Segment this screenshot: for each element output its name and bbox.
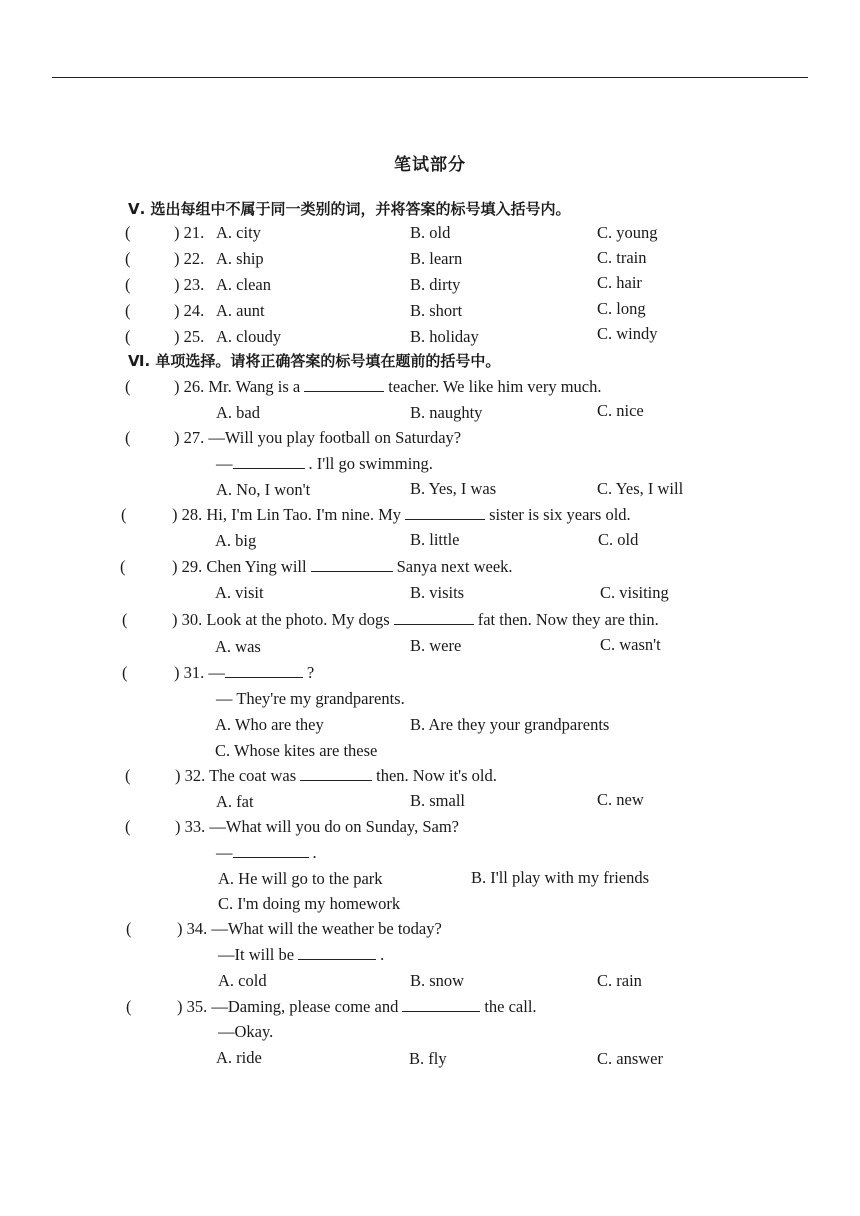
stem-before-blank: Hi, I'm Lin Tao. I'm nine. My xyxy=(206,505,402,524)
question-number: ) 21. xyxy=(174,223,205,242)
question-number: ) 22. xyxy=(174,249,205,268)
stem-before-blank: Chen Ying will xyxy=(206,557,307,576)
question-number: ) 29. xyxy=(172,557,203,576)
answer-paren[interactable]: ( xyxy=(125,766,131,785)
option-b: B. Yes, I was xyxy=(410,479,497,498)
option-b: B. naughty xyxy=(410,403,483,422)
answer-blank[interactable] xyxy=(311,570,393,572)
answer-paren[interactable]: ( xyxy=(125,223,131,242)
page-title: 笔试部分 xyxy=(394,155,466,175)
answer-paren[interactable]: ( xyxy=(122,610,128,629)
section-6-heading: Ⅵ. 单项选择。请将正确答案的标号填在题前的括号中。 xyxy=(128,352,501,370)
option-a: A. cloudy xyxy=(216,327,282,346)
section-5-heading: Ⅴ. 选出每组中不属于同一类别的词，并将答案的标号填入括号内。 xyxy=(128,200,571,218)
option-b: B. dirty xyxy=(410,275,461,294)
answer-paren[interactable]: ( xyxy=(126,997,132,1016)
answer-blank[interactable] xyxy=(233,467,305,469)
stem-line-1: —What will the weather be today? xyxy=(211,919,442,938)
option-a: A. aunt xyxy=(216,301,265,320)
question-stem: ) 31. — ? xyxy=(174,663,315,682)
option-a: A. cold xyxy=(218,971,267,990)
answer-blank[interactable] xyxy=(394,623,474,625)
question-number: ) 35. xyxy=(177,997,208,1016)
option-a: A. ship xyxy=(216,249,264,268)
question-stem xyxy=(174,428,461,448)
option-b: B. old xyxy=(410,223,451,242)
answer-paren[interactable]: ( xyxy=(125,275,131,294)
option-c: C. answer xyxy=(597,1049,663,1068)
stem-line-1: —What will you do on Sunday, Sam? xyxy=(209,817,459,836)
answer-paren[interactable]: ( xyxy=(125,327,131,346)
option-c: C. wasn't xyxy=(600,635,661,654)
option-a: A. Who are they xyxy=(215,715,324,734)
answer-blank[interactable] xyxy=(304,390,384,392)
answer-blank[interactable] xyxy=(298,958,376,960)
option-c: C. old xyxy=(598,530,639,549)
question-stem xyxy=(172,610,659,630)
question-number: ) 25. xyxy=(174,327,205,346)
option-c: C. hair xyxy=(597,273,642,292)
option-b: B. holiday xyxy=(410,327,479,346)
option-a: A. clean xyxy=(216,275,271,294)
stem-after-blank: teacher. We like him very much. xyxy=(388,377,602,396)
question-stem xyxy=(177,997,537,1017)
option-c: C. train xyxy=(597,248,647,267)
stem-line-2: —Okay. xyxy=(218,1022,274,1041)
option-b: B. snow xyxy=(410,971,465,990)
question-stem xyxy=(175,766,497,786)
answer-paren[interactable]: ( xyxy=(125,428,131,447)
option-a: A. He will go to the park xyxy=(218,869,383,888)
answer-paren[interactable]: ( xyxy=(125,817,131,836)
stem-line-2: — . I'll go swimming. xyxy=(216,454,433,473)
question-number: ) 28. xyxy=(172,505,203,524)
option-c: C. new xyxy=(597,790,644,809)
option-a: A. fat xyxy=(216,792,254,811)
option-c: C. I'm doing my homework xyxy=(218,894,401,913)
option-a: A. big xyxy=(215,531,257,550)
top-rule xyxy=(52,77,808,78)
option-c: C. visiting xyxy=(600,583,669,602)
option-a: A. ride xyxy=(216,1048,262,1067)
option-c: C. nice xyxy=(597,401,644,420)
question-number: ) 34. xyxy=(177,919,208,938)
answer-paren[interactable]: ( xyxy=(120,557,126,576)
question-stem xyxy=(175,817,459,837)
question-stem xyxy=(172,557,513,577)
stem-after-blank: sister is six years old. xyxy=(489,505,631,524)
question-number: ) 24. xyxy=(174,301,205,320)
question-number: ) 26. xyxy=(174,377,205,396)
stem-before-blank: —Daming, please come and xyxy=(211,997,399,1016)
option-c: C. long xyxy=(597,299,646,318)
question-stem xyxy=(177,919,442,939)
option-a: A. was xyxy=(215,637,261,656)
answer-blank[interactable] xyxy=(225,676,303,678)
question-stem xyxy=(172,505,631,525)
answer-blank[interactable] xyxy=(405,518,485,520)
option-b: B. little xyxy=(410,530,460,549)
question-stem xyxy=(174,377,602,397)
option-b: B. I'll play with my friends xyxy=(471,868,650,887)
option-c: C. rain xyxy=(597,971,642,990)
option-a: A. bad xyxy=(216,403,260,422)
question-number: ) 30. xyxy=(172,610,203,629)
option-c: C. Yes, I will xyxy=(597,479,684,498)
stem-after-blank: then. Now it's old. xyxy=(376,766,497,785)
stem-after-blank: the call. xyxy=(484,997,537,1016)
answer-paren[interactable]: ( xyxy=(125,301,131,320)
answer-blank[interactable] xyxy=(233,856,309,858)
option-b: B. Are they your grandparents xyxy=(410,715,610,734)
stem-after-blank: Sanya next week. xyxy=(396,557,513,576)
stem-line-2: —It will be . xyxy=(218,945,385,964)
answer-paren[interactable]: ( xyxy=(122,663,128,682)
option-b: B. learn xyxy=(410,249,463,268)
option-a: A. visit xyxy=(215,583,264,602)
option-c: C. Whose kites are these xyxy=(215,741,378,760)
answer-blank[interactable] xyxy=(300,779,372,781)
option-b: B. short xyxy=(410,301,463,320)
question-number: ) 27. xyxy=(174,428,205,447)
answer-paren[interactable]: ( xyxy=(121,505,127,524)
option-c: C. young xyxy=(597,223,658,242)
stem-line-2: — . xyxy=(216,843,317,862)
answer-blank[interactable] xyxy=(402,1010,480,1012)
question-number: ) 32. xyxy=(175,766,206,785)
answer-paren[interactable]: ( xyxy=(125,249,131,268)
question-number: ) 31. xyxy=(174,663,205,682)
answer-paren[interactable]: ( xyxy=(126,919,132,938)
stem-line-1: —Will you play football on Saturday? xyxy=(208,428,462,447)
answer-paren[interactable]: ( xyxy=(125,377,131,396)
stem-before-blank: Look at the photo. My dogs xyxy=(206,610,390,629)
option-b: B. small xyxy=(410,791,466,810)
option-b: B. were xyxy=(410,636,462,655)
option-c: C. windy xyxy=(597,324,658,343)
stem-before-blank: Mr. Wang is a xyxy=(208,377,301,396)
stem-after-blank: fat then. Now they are thin. xyxy=(477,610,659,629)
option-b: B. visits xyxy=(410,583,465,602)
stem-line-2: — They're my grandparents. xyxy=(216,689,405,708)
question-number: ) 33. xyxy=(175,817,206,836)
option-a: A. No, I won't xyxy=(216,480,311,499)
question-number: ) 23. xyxy=(174,275,205,294)
option-b: B. fly xyxy=(409,1049,447,1068)
option-a: A. city xyxy=(216,223,261,242)
stem-before-blank: The coat was xyxy=(209,766,297,785)
